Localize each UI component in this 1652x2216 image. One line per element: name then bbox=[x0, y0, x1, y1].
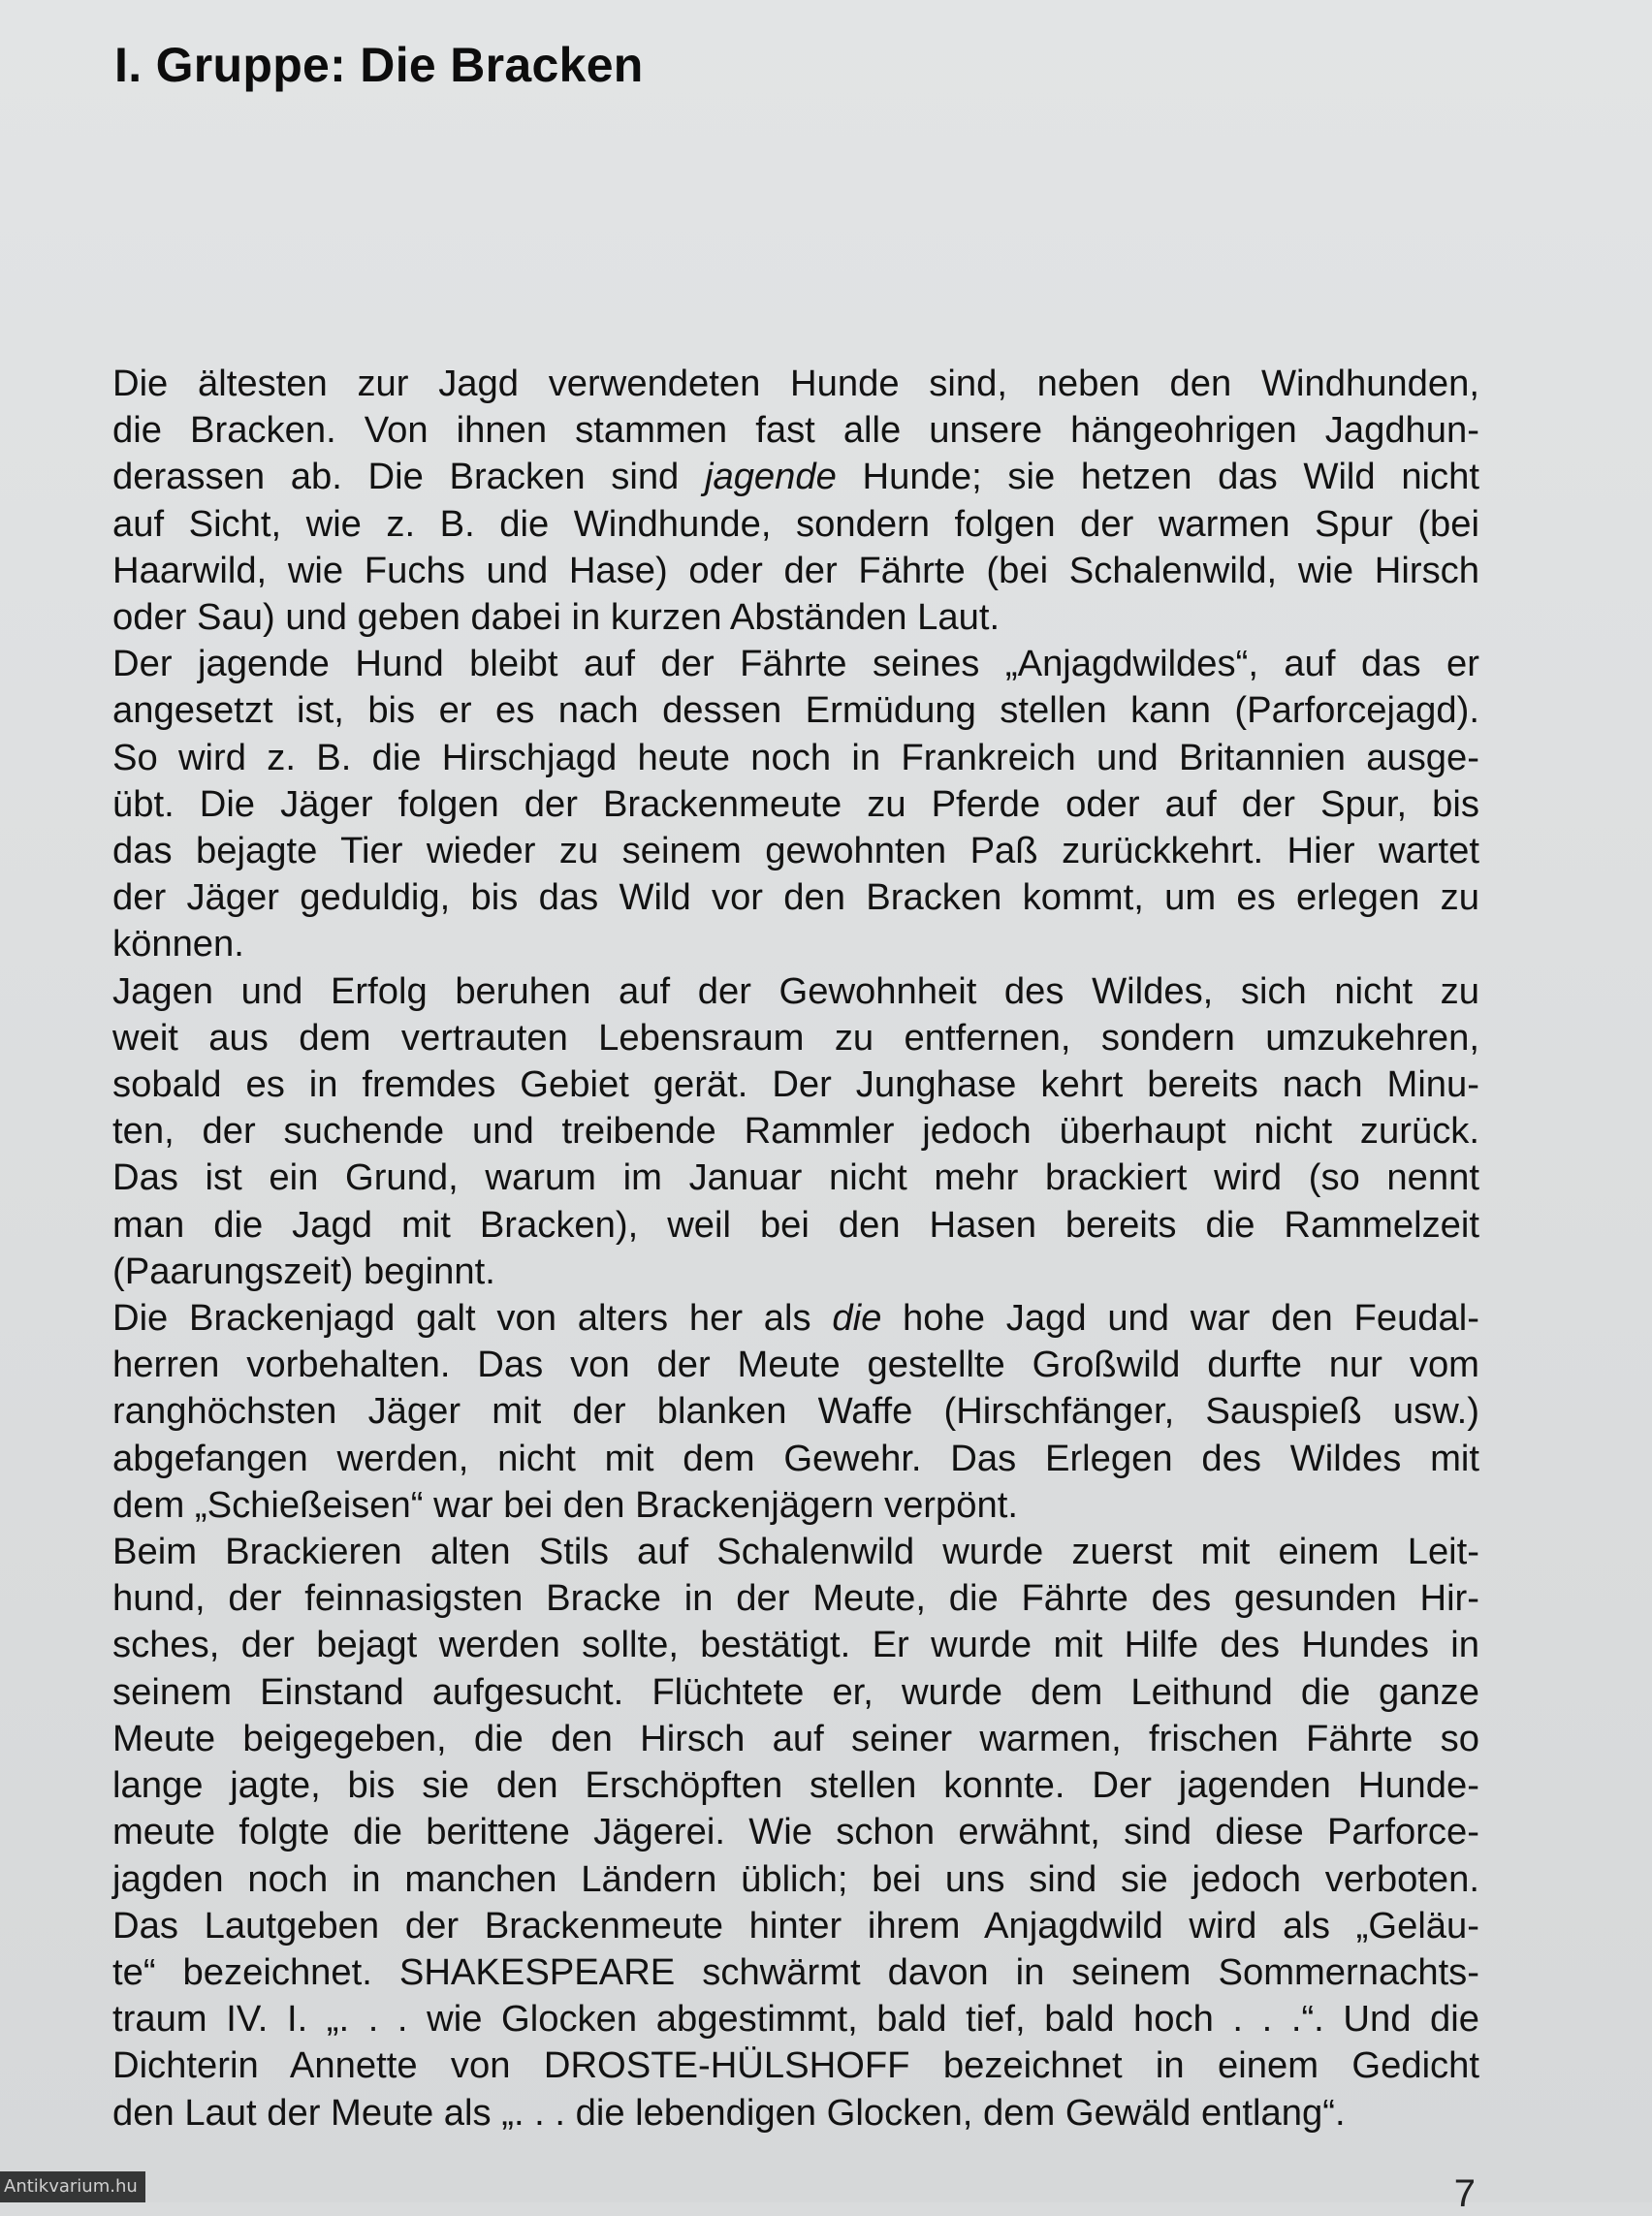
text-line: lange jagte, bis sie den Erschöpften stellen konnte. Der jagenden Hunde- bbox=[112, 1764, 1479, 1807]
text-segment: Die Brackenjagd galt von alters her als bbox=[112, 1297, 833, 1340]
text-line: herren vorbehalten. Das von der Meute gestellte Großwild durfte nur vom bbox=[112, 1344, 1479, 1386]
text-line: Beim Brackieren alten Stils auf Schalenwild wurde zuerst mit einem Leit- bbox=[112, 1531, 1479, 1573]
text-line: angesetzt ist, bis er es nach dessen Ermüdung stellen kann (Parforcejagd). bbox=[112, 689, 1479, 732]
text-line: (Paarungszeit) beginnt. bbox=[112, 1250, 495, 1292]
text-line: dem „Schießeisen“ war bei den Brackenjägern verpönt. bbox=[112, 1483, 1018, 1526]
paragraph bbox=[112, 968, 1479, 1295]
text-line: Haarwild, wie Fuchs und Hase) oder der Fährte (bei Schalenwild, wie Hirsch bbox=[112, 549, 1479, 591]
text-segment: Hunde; sie hetzen das Wild nicht bbox=[836, 456, 1479, 498]
text-line: Das ist ein Grund, warum im Januar nicht mehr brackiert wird (so nennt bbox=[112, 1156, 1479, 1199]
text-line: Das Lautgeben der Brackenmeute hinter ihrem Anjagdwild wird als „Geläu- bbox=[112, 1904, 1479, 1947]
text-line: können. bbox=[112, 923, 244, 966]
text-line: ranghöchsten Jäger mit der blanken Waffe (Hirschfänger, Sauspieß usw.) bbox=[112, 1390, 1479, 1433]
page-number: 7 bbox=[1453, 2172, 1476, 2215]
text-line: seinem Einstand aufgesucht. Flüchtete er, wurde dem Leithund die ganze bbox=[112, 1670, 1479, 1713]
chapter-heading: I. Gruppe: Die Bracken bbox=[114, 38, 644, 92]
paragraph bbox=[112, 1295, 1479, 1529]
text-line: auf Sicht, wie z. B. die Windhunde, sondern folgen der warmen Spur (bei bbox=[112, 502, 1479, 545]
text-line bbox=[112, 454, 1479, 500]
text-line: übt. Die Jäger folgen der Brackenmeute zu Pferde oder auf der Spur, bis bbox=[112, 782, 1479, 825]
text-line: ten, der suchende und treibende Rammler jedoch überhaupt nicht zurück. bbox=[112, 1110, 1479, 1153]
text-line: Meute beigegeben, die den Hirsch auf seiner warmen, frischen Fährte so bbox=[112, 1717, 1479, 1759]
text-segment: hohe Jagd und war den Feudal- bbox=[881, 1297, 1479, 1340]
watermark: Antikvarium.hu bbox=[0, 2171, 145, 2202]
text-line: man die Jagd mit Bracken), weil bei den Hasen bereits die Rammelzeit bbox=[112, 1203, 1479, 1246]
body-text bbox=[112, 361, 1479, 2137]
text-line: oder Sau) und geben dabei in kurzen Abständen Laut. bbox=[112, 596, 1001, 639]
text-line: Die ältesten zur Jagd verwendeten Hunde sind, neben den Windhunden, bbox=[112, 363, 1479, 404]
text-line: das bejagte Tier wieder zu seinem gewohnten Paß zurückkehrt. Hier wartet bbox=[112, 830, 1479, 872]
text-line: Der jagende Hund bleibt auf der Fährte seines „Anjagdwildes“, auf das er bbox=[112, 643, 1479, 685]
text-line: den Laut der Meute als „. . . die lebendigen Glocken, dem Gewäld entlang“. bbox=[112, 2091, 1346, 2134]
text-line: weit aus dem vertrauten Lebensraum zu entfernen, sondern umzukehren, bbox=[112, 1016, 1479, 1059]
paragraph bbox=[112, 641, 1479, 967]
text-line: So wird z. B. die Hirschjagd heute noch in Frankreich und Britannien ausge- bbox=[112, 736, 1479, 778]
text-line: sches, der bejagt werden sollte, bestätigt. Er wurde mit Hilfe des Hundes in bbox=[112, 1624, 1479, 1666]
text-line: meute folgte die berittene Jägerei. Wie schon erwähnt, sind diese Parforce- bbox=[112, 1811, 1479, 1853]
emphasized-word: jagende bbox=[704, 456, 837, 498]
text-line: sobald es in fremdes Gebiet gerät. Der Junghase kehrt bereits nach Minu- bbox=[112, 1063, 1479, 1106]
text-line: jagden noch in manchen Ländern üblich; bei uns sind sie jedoch verboten. bbox=[112, 1857, 1479, 1900]
text-line: die Bracken. Von ihnen stammen fast alle unsere hängeohrigen Jagdhun- bbox=[112, 409, 1479, 452]
text-line: abgefangen werden, nicht mit dem Gewehr. Das Erlegen des Wildes mit bbox=[112, 1437, 1479, 1479]
text-segment: derassen ab. Die Bracken sind bbox=[112, 456, 705, 498]
text-line: Dichterin Annette von DROSTE-HÜLSHOFF bezeichnet in einem Gedicht bbox=[112, 2044, 1479, 2087]
paragraph bbox=[112, 361, 1479, 641]
text-line: traum IV. I. „. . . wie Glocken abgestimmt, bald tief, bald hoch . . .“. Und die bbox=[112, 1998, 1479, 2041]
paragraph bbox=[112, 1529, 1479, 2137]
emphasized-word: die bbox=[832, 1297, 882, 1340]
text-line: Jagen und Erfolg beruhen auf der Gewohnheit des Wildes, sich nicht zu bbox=[112, 969, 1479, 1012]
text-line: te“ bezeichnet. SHAKESPEARE schwärmt davon in seinem Sommernachts- bbox=[112, 1950, 1479, 1993]
text-line: hund, der feinnasigsten Bracke in der Meute, die Fährte des gesunden Hir- bbox=[112, 1577, 1479, 1620]
text-line bbox=[112, 1295, 1479, 1342]
text-line: der Jäger geduldig, bis das Wild vor den Bracken kommt, um es erlegen zu bbox=[112, 876, 1479, 919]
